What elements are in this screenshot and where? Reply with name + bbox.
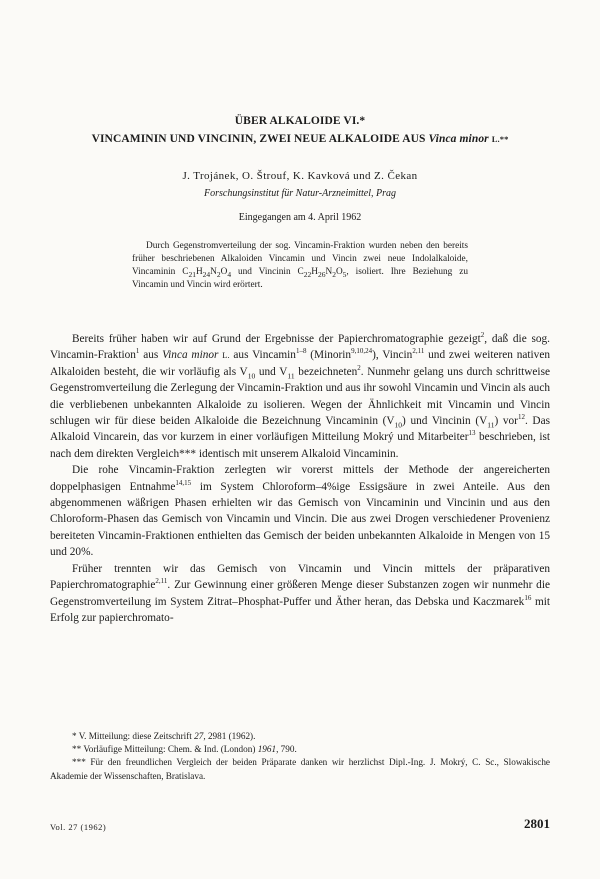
journal-volume: Vol. 27 (1962) xyxy=(50,822,107,832)
footnote-3: *** Für den freundlichen Vergleich der beiden Präparate danken wir herzlichst Dipl.-Ing. J. Mokrý, C. Sc., Slowakische Akademie der Wissenschaften, Bratislava. xyxy=(50,757,550,781)
abstract: Durch Gegenstromverteilung der sog. Vincamin-Fraktion wurden neben den bereits früher beschriebenen Alkaloiden Vincamin und Vincin zwei neue Indolalkaloide, Vincaminin $C_{21}H_{24}N_2O_4$ und Vincinin $C_{22}H_{26}N_2O_5$, isoliert. Ihre Beziehung zu Vincamin und Vincin wird erörtert. xyxy=(132,241,468,291)
page-number: 2801 xyxy=(524,816,550,831)
body-text xyxy=(50,331,550,626)
article-title-line1: ÜBER ALKALOIDE VI.* xyxy=(234,115,366,127)
footnote-1: * V. Mitteilung: diese Zeitschrift 27, 2981 (1962). xyxy=(72,731,256,741)
paragraph-3: Früher trennten wir das Gemisch von Vincamin und Vincin mittels der präparativen Papierchromatographie$^{2,11}$. Zur Gewinnung einer größeren Menge dieser Substanzen zogen wir nunmehr die Gegenstromverteilung im System Zitrat–Phosphat-Puffer und Äther heran, das Debska und Kaczmarek$^{16}$ mit Erfolg zur papierchromato- xyxy=(50,562,551,624)
footnote-2: ** Vorläufige Mitteilung: Chem. & Ind. (London) 1961, 790. xyxy=(72,744,297,755)
footnotes xyxy=(50,730,550,783)
authors: J. Trojánek, O. Štrouf, K. Kavková und Z. Čekan xyxy=(182,170,418,182)
paragraph-1: Bereits früher haben wir auf Grund der Ergebnisse der Papierchromatographie gezeigt$^2$, daß die sog. Vincamin-Fraktion$^1$ aus Vinca minor L. aus Vincamin$^{1-8}$ (Minorin$^{9,10,24}$), Vincin$^{2,11}$ und zwei weiteren nativen Alkaloiden besteht, die wir vorläufig als $V_{10}$ und $V_{11}$ bezeichneten$^2$. Nunmehr gelang uns durch schrittweise Gegenstromverteilung die Zerlegung der Vincamin-Fraktion und aus ihr sowohl Vincamin und Vincin als auch die verbliebenen unbekannten Alkaloide zu isolieren. Wegen der Ähnlichkeit mit Vincamin und Vincin schlugen wir für diese beiden Alkaloide die Bezeichnung Vincaminin $(V_{10})$ und Vincinin $(V_{11})$ vor$^{12}$. Das Alkaloid Vincarein, das vor kurzem in einer vorläufigen Mitteilung Mokrý und Mitarbeiter$^{13}$ beschrieben, ist nach dem direkten Vergleich*** identisch mit unserem Alkaloid Vincaminin. xyxy=(50,331,551,460)
received-date: Eingegangen am 4. April 1962 xyxy=(238,212,362,223)
article-title-line2: VINCAMININ UND VINCININ, ZWEI NEUE ALKALOIDE AUS Vinca minor L.** xyxy=(91,133,509,145)
institute: Forschungsinstitut für Natur-Arzneimittel, Prag xyxy=(203,188,397,199)
paragraph-2: Die rohe Vincamin-Fraktion zerlegten wir vorerst mittels der Methode der angereicherten doppelphasigen Entnahme$^{14,15}$ im System Chloroform–4%ige Essigsäure in zwei Anteile. Aus den abgenommenen wäßrigen Phasen erhielten wir das Gemisch von Vincaminin und Vincinin und aus den Chloroform-Phasen das Gemisch von Vincamin und Vincin. Die aus zwei Drogen verschiedener Provenienz bereiteten Vincamin-Fraktionen enthielten das Gemisch der beiden unbekannten Alkaloide in Mengen von 15 und 20%. xyxy=(50,464,551,559)
